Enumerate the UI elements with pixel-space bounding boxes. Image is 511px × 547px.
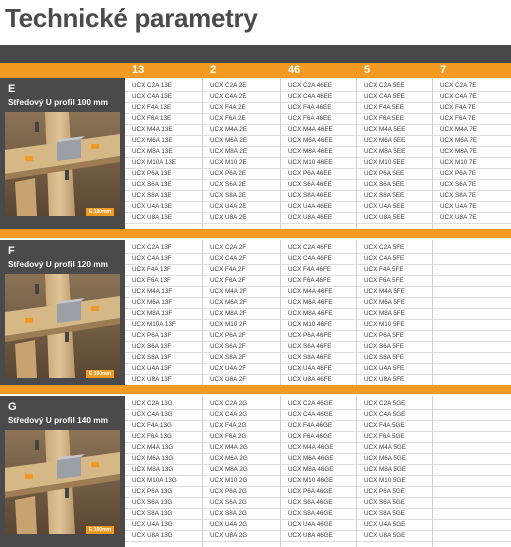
- table-cell: UCX P6A 5EE: [364, 170, 405, 177]
- table-cell: UCX C2A 2G: [210, 400, 248, 407]
- row-divider: [125, 541, 511, 542]
- table-cell: UCX C4A 5GE: [364, 411, 406, 418]
- table-row: [125, 275, 511, 286]
- table-row: [125, 157, 511, 168]
- profile-group-e: [0, 78, 511, 229]
- table-cell: UCX C4A 46EE: [288, 93, 333, 100]
- table-row: [125, 497, 511, 508]
- table-cell: UCX F6A 13E: [132, 115, 172, 122]
- table-row: [125, 135, 511, 146]
- table-cell: UCX S8A 46GE: [288, 510, 333, 517]
- table-cell: UCX C4A 5FE: [364, 255, 405, 262]
- table-cell: UCX F4A 13E: [132, 104, 172, 111]
- table-cell: UCX S6A 7E: [440, 181, 477, 188]
- table-cell: UCX M8A 7E: [440, 148, 478, 155]
- group-separator: [0, 229, 511, 238]
- table-cell: UCX F4A 5GE: [364, 422, 405, 429]
- table-cell: UCX M6A 46GE: [288, 455, 334, 462]
- table-cell: UCX C4A 2E: [210, 93, 247, 100]
- table-row: [125, 420, 511, 431]
- table-cell: UCX M6A 5FE: [364, 299, 405, 306]
- dimension-badge: E 100mm: [86, 526, 114, 534]
- table-cell: UCX S6A 13F: [132, 343, 172, 350]
- table-top-bar: [0, 45, 511, 63]
- table-cell: [433, 253, 511, 264]
- profile-letter: E: [8, 83, 16, 95]
- table-cell: UCX F4A 46FE: [288, 266, 332, 273]
- table-row: [125, 508, 511, 519]
- table-cell: [433, 464, 511, 475]
- table-cell: UCX M8A 5EE: [364, 148, 406, 155]
- table-cell: [433, 242, 511, 253]
- table-cell: UCX C4A 7E: [440, 93, 477, 100]
- table-cell: UCX M8A 5FE: [364, 310, 405, 317]
- table-row: [125, 431, 511, 442]
- table-row: [125, 242, 511, 253]
- table-cell: UCX U4A 46GE: [288, 521, 333, 528]
- column-header-7: 7: [440, 64, 447, 76]
- table-cell: UCX M10 2G: [210, 477, 248, 484]
- table-cell: UCX C2A 7E: [440, 82, 477, 89]
- table-cell: UCX F6A 5FE: [364, 277, 404, 284]
- column-divider: [356, 240, 357, 391]
- table-cell: UCX M6A 46EE: [288, 137, 333, 144]
- table-cell: UCX M10 2F: [210, 321, 247, 328]
- table-cell: UCX M8A 2F: [210, 310, 247, 317]
- table-cell: UCX C4A 13E: [132, 93, 172, 100]
- table-cell: UCX S8A 2G: [210, 510, 247, 517]
- table-cell: UCX F6A 13G: [132, 433, 172, 440]
- table-cell: UCX M6A 7E: [440, 137, 478, 144]
- profile-side-panel: [0, 78, 125, 229]
- table-cell: UCX C2A 46EE: [288, 82, 333, 89]
- table-cell: UCX F4A 7E: [440, 104, 476, 111]
- table-cell: UCX F4A 46EE: [288, 104, 332, 111]
- profile-description: Středový U profil 120 mm: [8, 259, 109, 269]
- table-cell: UCX M10 46GE: [288, 477, 334, 484]
- table-cell: UCX S8A 13E: [132, 192, 172, 199]
- table-cell: UCX U8A 5GE: [364, 532, 406, 539]
- column-divider: [356, 78, 357, 229]
- table-cell: UCX M6A 13F: [132, 299, 173, 306]
- table-row: [125, 330, 511, 341]
- table-cell: UCX C2A 5EE: [364, 82, 405, 89]
- table-cell: UCX U8A 2F: [210, 376, 247, 383]
- table-cell: UCX F6A 2F: [210, 277, 246, 284]
- joint-photo: [5, 430, 120, 534]
- table-cell: UCX C2A 2F: [210, 244, 247, 251]
- table-cell: UCX M8A 13G: [132, 466, 174, 473]
- table-cell: UCX F6A 5EE: [364, 115, 404, 122]
- table-cell: UCX M10A 13G: [132, 477, 177, 484]
- table-cell: UCX C2A 13F: [132, 244, 172, 251]
- table-cell: UCX F6A 13F: [132, 277, 171, 284]
- table-cell: UCX M4A 2E: [210, 126, 248, 133]
- table-cell: UCX U8A 13G: [132, 532, 173, 539]
- table-row: [125, 319, 511, 330]
- table-cell: UCX P6A 13E: [132, 170, 172, 177]
- table-cell: UCX C4A 5EE: [364, 93, 405, 100]
- table-cell: UCX M6A 13G: [132, 455, 174, 462]
- column-header-2: 2: [210, 64, 217, 76]
- table-cell: UCX M10A 13E: [132, 159, 177, 166]
- table-cell: UCX U4A 2E: [210, 203, 247, 210]
- table-cell: UCX P6A 2E: [210, 170, 247, 177]
- table-cell: UCX F6A 5GE: [364, 433, 405, 440]
- table-cell: UCX S8A 5GE: [364, 510, 405, 517]
- table-cell: UCX F4A 5EE: [364, 104, 404, 111]
- table-cell: UCX M6A 5EE: [364, 137, 406, 144]
- table-cell: UCX U8A 46GE: [288, 532, 333, 539]
- table-cell: UCX U8A 5EE: [364, 214, 405, 221]
- column-header-5: 5: [364, 64, 371, 76]
- table-cell: UCX P6A 13G: [132, 488, 173, 495]
- table-cell: UCX P6A 46GE: [288, 488, 333, 495]
- table-cell: [433, 530, 511, 541]
- table-cell: UCX U8A 46FE: [288, 376, 332, 383]
- table-row: [125, 475, 511, 486]
- table-cell: UCX U4A 13E: [132, 203, 172, 210]
- table-cell: UCX C4A 2F: [210, 255, 247, 262]
- table-cell: UCX C2A 2E: [210, 82, 247, 89]
- table-cell: UCX M10A 13F: [132, 321, 176, 328]
- table-cell: UCX M4A 13G: [132, 444, 174, 451]
- table-cell: UCX M8A 5GE: [364, 466, 406, 473]
- table-row: [125, 363, 511, 374]
- table-cell: UCX S8A 13G: [132, 510, 173, 517]
- column-divider: [202, 78, 203, 229]
- table-cell: [433, 453, 511, 464]
- joint-photo: [5, 274, 120, 378]
- table-row: [125, 352, 511, 363]
- column-divider: [432, 78, 433, 229]
- table-cell: UCX M10 46EE: [288, 159, 333, 166]
- table-cell: [433, 319, 511, 330]
- table-cell: UCX S6A 5GE: [364, 499, 405, 506]
- table-cell: UCX M4A 46FE: [288, 288, 333, 295]
- table-cell: UCX C4A 13F: [132, 255, 172, 262]
- table-cell: UCX F4A 2F: [210, 266, 246, 273]
- table-cell: UCX M4A 2F: [210, 288, 247, 295]
- table-cell: UCX M4A 46GE: [288, 444, 334, 451]
- table-row: [125, 297, 511, 308]
- table-cell: UCX M6A 2F: [210, 299, 247, 306]
- table-cell: UCX M4A 2G: [210, 444, 248, 451]
- table-cell: UCX C4A 46FE: [288, 255, 332, 262]
- column-header-46: 46: [288, 64, 301, 76]
- table-cell: UCX M6A 2E: [210, 137, 248, 144]
- table-row: [125, 530, 511, 541]
- table-cell: [433, 475, 511, 486]
- table-cell: UCX M10 7E: [440, 159, 477, 166]
- table-row: [125, 212, 511, 223]
- group-separator: [0, 385, 511, 394]
- table-cell: UCX M6A 2G: [210, 455, 248, 462]
- table-cell: UCX M4A 5GE: [364, 444, 406, 451]
- table-cell: UCX S6A 46GE: [288, 499, 333, 506]
- table-cell: UCX S8A 5EE: [364, 192, 405, 199]
- table-cell: UCX U4A 5GE: [364, 521, 406, 528]
- column-divider: [202, 240, 203, 391]
- table-cell: UCX S6A 13G: [132, 499, 173, 506]
- table-cell: UCX S8A 7E: [440, 192, 477, 199]
- table-cell: UCX U4A 13G: [132, 521, 173, 528]
- table-cell: UCX M8A 13E: [132, 148, 173, 155]
- table-row: [125, 201, 511, 212]
- table-cell: UCX U4A 5EE: [364, 203, 405, 210]
- table-cell: UCX P6A 13F: [132, 332, 172, 339]
- table-cell: UCX C4A 46GE: [288, 411, 333, 418]
- table-cell: UCX M8A 13F: [132, 310, 173, 317]
- column-header-13: 13: [132, 64, 145, 76]
- table-cell: [433, 341, 511, 352]
- table-cell: UCX F6A 2E: [210, 115, 246, 122]
- table-cell: UCX F4A 13G: [132, 422, 172, 429]
- table-cell: UCX S6A 46FE: [288, 343, 332, 350]
- table-cell: UCX S6A 5EE: [364, 181, 405, 188]
- table-row: [125, 113, 511, 124]
- table-cell: UCX P6A 7E: [440, 170, 477, 177]
- row-divider: [125, 223, 511, 224]
- table-cell: UCX C2A 5GE: [364, 400, 406, 407]
- table-cell: [433, 486, 511, 497]
- table-row: [125, 519, 511, 530]
- page-title: Technické parametry: [5, 3, 258, 33]
- table-row: [125, 486, 511, 497]
- column-divider: [280, 78, 281, 229]
- table-cell: UCX U8A 5FE: [364, 376, 405, 383]
- table-cell: [433, 374, 511, 385]
- table-cell: UCX S8A 2E: [210, 192, 247, 199]
- table-row: [125, 409, 511, 420]
- table-row: [125, 264, 511, 275]
- profile-side-panel: [0, 396, 125, 547]
- table-cell: UCX U8A 13F: [132, 376, 172, 383]
- table-cell: UCX M10 2E: [210, 159, 247, 166]
- table-cell: UCX U8A 46EE: [288, 214, 333, 221]
- table-cell: UCX P6A 5FE: [364, 332, 404, 339]
- table-cell: UCX C4A 2G: [210, 411, 248, 418]
- table-cell: [433, 420, 511, 431]
- table-cell: UCX M4A 13F: [132, 288, 173, 295]
- table-cell: UCX U4A 46FE: [288, 365, 332, 372]
- profile-description: Středový U profil 100 mm: [8, 97, 109, 107]
- table-cell: [433, 398, 511, 409]
- table-cell: UCX S8A 46EE: [288, 192, 332, 199]
- table-row: [125, 374, 511, 385]
- table-cell: UCX S6A 2F: [210, 343, 246, 350]
- table-cell: [433, 442, 511, 453]
- table-cell: UCX M6A 46FE: [288, 299, 333, 306]
- column-divider: [432, 396, 433, 547]
- table-row: [125, 91, 511, 102]
- table-cell: UCX U4A 2F: [210, 365, 247, 372]
- table-cell: [433, 352, 511, 363]
- table-cell: UCX F4A 46GE: [288, 422, 333, 429]
- table-cell: UCX S8A 2F: [210, 354, 246, 361]
- column-divider: [432, 240, 433, 391]
- table-cell: UCX M6A 5GE: [364, 455, 406, 462]
- table-row: [125, 398, 511, 409]
- table-cell: UCX U4A 2G: [210, 521, 248, 528]
- table-cell: UCX M10 5FE: [364, 321, 405, 328]
- table-cell: [433, 308, 511, 319]
- table-row: [125, 124, 511, 135]
- table-cell: UCX M8A 46EE: [288, 148, 333, 155]
- table-row: [125, 80, 511, 91]
- table-row: [125, 190, 511, 201]
- table-cell: UCX U8A 7E: [440, 214, 477, 221]
- profile-group-g: [0, 396, 511, 547]
- table-cell: UCX P6A 46FE: [288, 332, 332, 339]
- table-cell: [433, 497, 511, 508]
- table-cell: UCX C2A 5FE: [364, 244, 405, 251]
- table-cell: UCX P6A 2F: [210, 332, 246, 339]
- table-cell: UCX S8A 13F: [132, 354, 172, 361]
- table-row: [125, 308, 511, 319]
- table-row: [125, 179, 511, 190]
- table-cell: UCX P6A 46EE: [288, 170, 332, 177]
- table-cell: UCX M6A 13E: [132, 137, 173, 144]
- profile-letter: G: [8, 401, 17, 413]
- table-cell: [433, 363, 511, 374]
- table-cell: UCX U4A 5FE: [364, 365, 405, 372]
- table-cell: UCX S6A 5FE: [364, 343, 404, 350]
- table-cell: [433, 286, 511, 297]
- table-row: [125, 168, 511, 179]
- table-cell: UCX U8A 13E: [132, 214, 172, 221]
- table-cell: UCX C2A 46GE: [288, 400, 333, 407]
- table-cell: [433, 297, 511, 308]
- table-cell: UCX S8A 5FE: [364, 354, 404, 361]
- column-divider: [280, 240, 281, 391]
- profile-side-panel: [0, 240, 125, 391]
- table-cell: [433, 275, 511, 286]
- table-cell: UCX F6A 7E: [440, 115, 476, 122]
- profile-group-f: [0, 240, 511, 391]
- table-cell: UCX M8A 2G: [210, 466, 248, 473]
- table-cell: [433, 330, 511, 341]
- table-cell: UCX M4A 7E: [440, 126, 478, 133]
- table-cell: UCX M8A 2E: [210, 148, 248, 155]
- table-cell: UCX U8A 2E: [210, 214, 247, 221]
- table-cell: UCX F6A 2G: [210, 433, 247, 440]
- dimension-badge: E 100mm: [86, 370, 114, 378]
- table-row: [125, 253, 511, 264]
- table-cell: [433, 409, 511, 420]
- column-divider: [280, 396, 281, 547]
- table-cell: UCX U4A 46EE: [288, 203, 333, 210]
- table-cell: UCX M10 46FE: [288, 321, 333, 328]
- table-row: [125, 464, 511, 475]
- table-cell: UCX S6A 2G: [210, 499, 247, 506]
- table-cell: UCX M8A 46FE: [288, 310, 333, 317]
- table-cell: UCX M4A 46EE: [288, 126, 333, 133]
- table-cell: UCX F4A 2E: [210, 104, 246, 111]
- table-cell: UCX C2A 46FE: [288, 244, 332, 251]
- table-cell: UCX M4A 13E: [132, 126, 173, 133]
- table-cell: UCX C4A 13G: [132, 411, 173, 418]
- table-cell: UCX F4A 2G: [210, 422, 247, 429]
- table-row: [125, 442, 511, 453]
- table-cell: UCX C2A 13E: [132, 82, 172, 89]
- table-cell: UCX U4A 13F: [132, 365, 172, 372]
- table-row: [125, 146, 511, 157]
- table-row: [125, 341, 511, 352]
- table-cell: UCX S6A 46EE: [288, 181, 332, 188]
- table-cell: UCX U8A 2G: [210, 532, 248, 539]
- table-cell: UCX M4A 5FE: [364, 288, 405, 295]
- table-cell: UCX S6A 2E: [210, 181, 247, 188]
- joint-photo: [5, 112, 120, 216]
- table-row: [125, 102, 511, 113]
- table-cell: UCX M8A 46GE: [288, 466, 334, 473]
- table-cell: UCX U4A 7E: [440, 203, 477, 210]
- table-cell: UCX F6A 46GE: [288, 433, 333, 440]
- table-header-row: [0, 63, 511, 78]
- table-cell: UCX M10 5EE: [364, 159, 405, 166]
- table-cell: UCX M10 5GE: [364, 477, 406, 484]
- table-row: [125, 453, 511, 464]
- dimension-badge: E 100mm: [86, 208, 114, 216]
- table-cell: UCX P6A 2G: [210, 488, 247, 495]
- table-cell: [433, 431, 511, 442]
- table-cell: UCX F6A 46FE: [288, 277, 332, 284]
- table-cell: UCX M4A 5EE: [364, 126, 406, 133]
- table-cell: UCX S8A 46FE: [288, 354, 332, 361]
- table-cell: [433, 508, 511, 519]
- table-cell: UCX F4A 5FE: [364, 266, 404, 273]
- table-cell: UCX P6A 5GE: [364, 488, 405, 495]
- table-cell: [433, 264, 511, 275]
- table-cell: [433, 519, 511, 530]
- table-cell: UCX S6A 13E: [132, 181, 172, 188]
- column-divider: [356, 396, 357, 547]
- table-cell: UCX C2A 13G: [132, 400, 173, 407]
- table-cell: UCX F4A 13F: [132, 266, 171, 273]
- profile-description: Středový U profil 140 mm: [8, 415, 109, 425]
- column-divider: [202, 396, 203, 547]
- table-row: [125, 286, 511, 297]
- profile-letter: F: [8, 245, 15, 257]
- table-cell: UCX F6A 46EE: [288, 115, 332, 122]
